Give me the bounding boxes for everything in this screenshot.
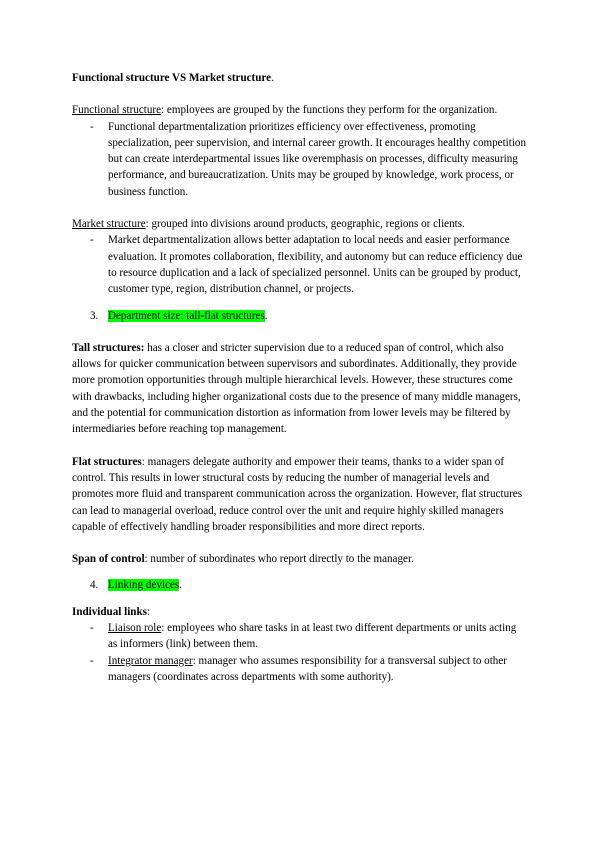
functional-term: Functional structure — [72, 104, 162, 117]
individual-links-heading: Individual links: — [72, 605, 151, 618]
list-item: - Market departmentalization allows better adaptation to local needs and easier performance evaluation. It promotes collaboration, flexibility, and autonomy but can reduce efficiency due to resource duplication and a lack of specialized personnel. Units can be grouped by product, customer type, region, distribution channel, or projects. — [72, 232, 528, 297]
list-item: - Integrator manager: manager who assumes responsibility for a transversal subject to other managers (coordinates across departments with some authority). — [72, 653, 528, 686]
list-item: - Liaison role: employees who share tasks in at least two different departments or units acting as informers (link) between them. — [72, 620, 528, 653]
functional-list — [72, 119, 528, 200]
integrator-manager-term: Integrator manager — [108, 654, 193, 667]
market-definition: Market structure: grouped into divisions around products, geographic, regions or clients. — [72, 218, 465, 231]
highlighted-heading: Department size: tall-flat structures — [108, 309, 265, 322]
section-number: 4. — [90, 579, 99, 592]
flat-term: Flat structures — [72, 455, 142, 468]
document-title: Functional structure VS Market structure. — [72, 72, 274, 84]
tall-term: Tall structures: — [72, 341, 145, 354]
section-3-heading: 3. Department size: tall-flat structures. — [72, 308, 528, 324]
section-4-heading: 4. Linking devices. — [72, 577, 528, 593]
section-number: 3. — [90, 309, 99, 322]
individual-links-list — [72, 620, 528, 685]
flat-structures-paragraph: Flat structures: managers delegate authority and empower their teams, thanks to a wider span of control. This results in lower structural costs by reducing the number of managerial levels and promotes more fluid and transparent communication across the organization. However, flat structures can lead to managerial overload, reduce control over the unit and require highly skilled managers capable of effectively handling broader responsibilities and more direct reports. — [72, 455, 523, 533]
highlighted-heading: Linking devices — [108, 579, 180, 592]
document-body — [72, 70, 528, 685]
liaison-role-term: Liaison role — [108, 622, 162, 635]
tall-structures-paragraph: Tall structures: has a closer and stricter supervision due to a reduced span of control, which also allows for quicker communication between supervisors and subordinates. Additionally, they provide more promotion opportunities through multiple hierarchical levels. However, these structures come with drawbacks, including higher organizational costs due to the presence of many middle managers, and the potential for communication distortion as information from lower levels may be filtered by intermediaries before reaching top management. — [72, 341, 521, 436]
market-term: Market structure — [72, 218, 146, 231]
functional-definition: Functional structure: employees are grouped by the functions they perform for the organization. — [72, 104, 498, 117]
span-term: Span of control — [72, 553, 145, 566]
list-item: - Functional departmentalization prioritizes efficiency over effectiveness, promoting specialization, peer supervision, and internal career growth. It encourages healthy competition but can create interdepartmental issues like overemphasis on processes, difficulty measuring performance, and bureaucratization. Units may be grouped by knowledge, work process, or business function. — [72, 119, 528, 200]
title-text: Functional structure VS Market structure — [72, 72, 272, 84]
market-list — [72, 232, 528, 297]
span-of-control-paragraph: Span of control: number of subordinates who report directly to the manager. — [72, 553, 414, 566]
